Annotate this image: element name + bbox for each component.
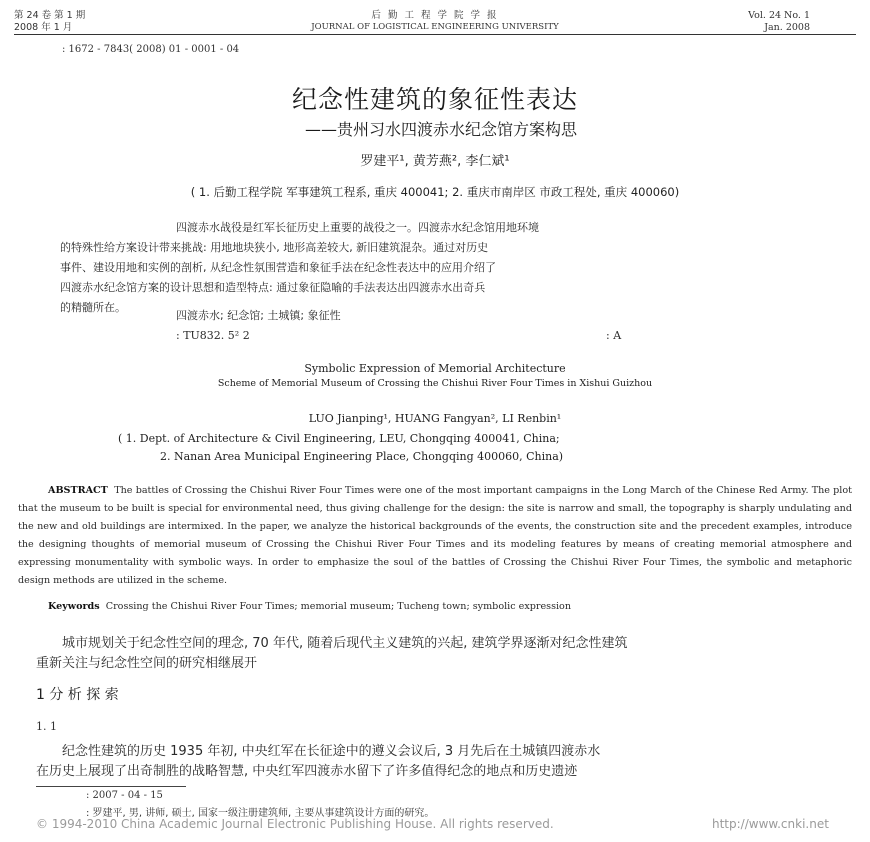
footnote-rule <box>36 786 186 787</box>
header-rule <box>14 34 856 35</box>
clc-number: : TU832. 5² 2 <box>176 329 250 342</box>
header-date-cn: 2008 年 1 月 <box>14 22 73 33</box>
abstract-en-text: The battles of Crossing the Chishui River Four Times were one of the most important campaigns in the Long March of the Chinese Red Army. The plot that the museum to be built is special for environmental need, thus giving challenge for the design: the site is narrow and small, the topography is sharply undulating and the new and old buildings are intermixed. In the paper, we analyze the historical backgrounds of the events, the construction site and the precedent examples, introduce the designing thoughts of memorial museum of Crossing the Chishui River Four Times and its modeling features by means of creating memorial atmosphere and expressing monumentality with symbolic ways. In order to emphasize the soul of the battles of Crossing the Chishui River Four Times, the symbolic and metaphoric design methods are utilized in the scheme. <box>18 485 853 586</box>
abstract-cn-line: 事件、建设用地和实例的剖析, 从纪念性氛围营造和象征手法在纪念性表达中的应用介绍了 <box>60 261 496 274</box>
abstract-en <box>18 482 852 590</box>
page-title: 纪念性建筑的象征性表达 <box>291 85 578 114</box>
abstract-cn-line: 的精髓所在。 <box>60 301 126 314</box>
abstract-cn <box>60 218 820 318</box>
subsection-heading-1-1: 1. 1 <box>36 720 57 733</box>
body-line-1: 纪念性建筑的历史 1935 年初, 中央红军在长征途中的遵义会议后, 3 月先后在土城镇四渡赤水 <box>62 744 601 759</box>
english-title: Symbolic Expression of Memorial Architecture <box>304 362 566 375</box>
keywords-en-row <box>18 598 852 616</box>
keywords-en: Crossing the Chishui River Four Times; memorial museum; Tucheng town; symbolic expression <box>105 601 572 612</box>
footnote-author: : 罗建平, 男, 讲师, 硕士, 国家一级注册建筑师, 主要从事建筑设计方面的研究。 <box>86 808 435 819</box>
abstract-label: ABSTRACT <box>48 485 108 496</box>
keywords-cn: 四渡赤水; 纪念馆; 土城镇; 象征性 <box>176 309 341 322</box>
intro-line-2: 重新关注与纪念性空间的研究相继展开 <box>36 656 258 671</box>
abstract-cn-line: 四渡赤水纪念馆方案的设计思想和造型特点: 通过象征隐喻的手法表达出四渡赤水出奇兵 <box>60 281 486 294</box>
english-affiliation-2: 2. Nanan Area Municipal Engineering Place, Chongqing 400060, China) <box>160 450 564 463</box>
intro-line-1: 城市规划关于纪念性空间的理念, 70 年代, 随着后现代主义建筑的兴起, 建筑学界逐渐对纪念性建筑 <box>62 636 628 651</box>
article-number: : 1672 - 7843( 2008) 01 - 0001 - 04 <box>62 44 240 55</box>
header-journal-en: JOURNAL OF LOGISTICAL ENGINEERING UNIVERSITY <box>311 22 559 32</box>
header-vol-en: Vol. 24 No. 1 <box>748 10 810 21</box>
body-line-2: 在历史上展现了出奇制胜的战略智慧, 中央红军四渡赤水留下了许多值得纪念的地点和历史遗迹 <box>36 764 578 779</box>
authors-cn: 罗建平¹, 黄芳燕², 李仁斌¹ <box>360 154 510 169</box>
english-authors: LUO Jianping¹, HUANG Fangyan², LI Renbin¹ <box>308 412 562 425</box>
copyright-watermark: © 1994-2010 China Academic Journal Electronic Publishing House. All rights reserved. <box>36 817 554 831</box>
section-heading-1: 1 分 析 探 索 <box>36 687 119 703</box>
english-affiliation-1: ( 1. Dept. of Architecture & Civil Engineering, LEU, Chongqing 400041, China; <box>118 432 560 445</box>
cnki-url-watermark[interactable]: http://www.cnki.net <box>712 817 829 831</box>
page-subtitle: ——贵州习水四渡赤水纪念馆方案构思 <box>305 120 578 139</box>
header-volume: 第 24 卷 第 1 期 <box>14 10 86 21</box>
footnote-received: : 2007 - 04 - 15 <box>86 790 163 801</box>
affiliation-cn: ( 1. 后勤工程学院 军事建筑工程系, 重庆 400041; 2. 重庆市南岸区 市政工程处, 重庆 400060) <box>190 185 680 199</box>
header-date-en: Jan. 2008 <box>764 22 810 33</box>
document-code: : A <box>606 329 622 342</box>
abstract-cn-line: 四渡赤水战役是红军长征历史上重要的战役之一。四渡赤水纪念馆用地环境 <box>176 221 539 234</box>
abstract-cn-line: 的特殊性给方案设计带来挑战: 用地地块狭小, 地形高差较大, 新旧建筑混杂。通过对历史 <box>60 241 489 254</box>
english-subtitle: Scheme of Memorial Museum of Crossing the Chishui River Four Times in Xishui Guizhou <box>217 378 653 389</box>
keywords-label: Keywords <box>48 601 100 612</box>
header-journal-cn: 后 勤 工 程 学 院 学 报 <box>371 10 499 21</box>
